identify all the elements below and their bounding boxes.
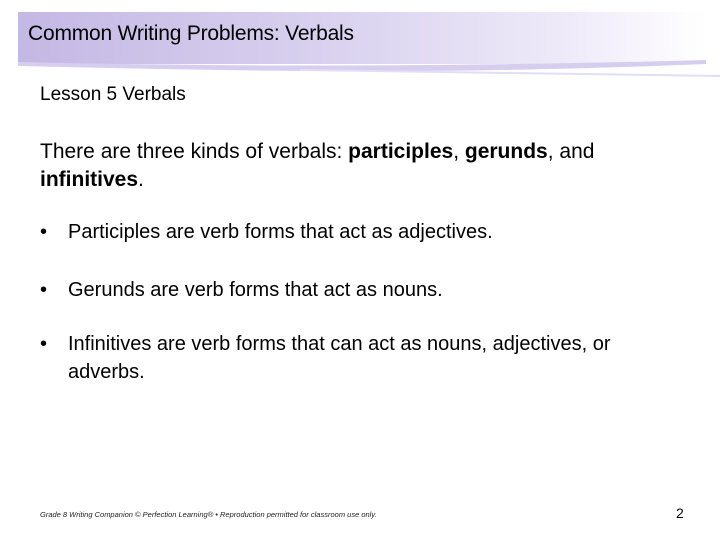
bullet-participles: • Participles are verb forms that act as adjectives.	[40, 218, 493, 246]
header-swoosh	[0, 40, 720, 90]
bullet-infinitives: • Infinitives are verb forms that can act as nouns, adjectives, or adverbs.	[40, 330, 678, 386]
intro-paragraph	[40, 138, 660, 194]
term-participles: participles	[348, 140, 454, 163]
intro-end: .	[138, 168, 144, 191]
intro-lead: There are three kinds of verbals:	[40, 140, 349, 163]
bullet-gerunds: • Gerunds are verb forms that act as nouns.	[40, 276, 443, 304]
term-gerunds: gerunds	[464, 140, 548, 163]
intro-sep-1: ,	[453, 140, 465, 163]
intro-sep-2: , and	[547, 140, 595, 163]
term-infinitives: infinitives	[40, 168, 139, 191]
page-number: 2	[676, 505, 684, 521]
slide-title: Common Writing Problems: Verbals	[28, 22, 354, 45]
footer-copyright: Grade 8 Writing Companion © Perfection Learning® • Reproduction permitted for classroom use only.	[40, 510, 377, 519]
lesson-heading: Lesson 5 Verbals	[40, 84, 186, 105]
